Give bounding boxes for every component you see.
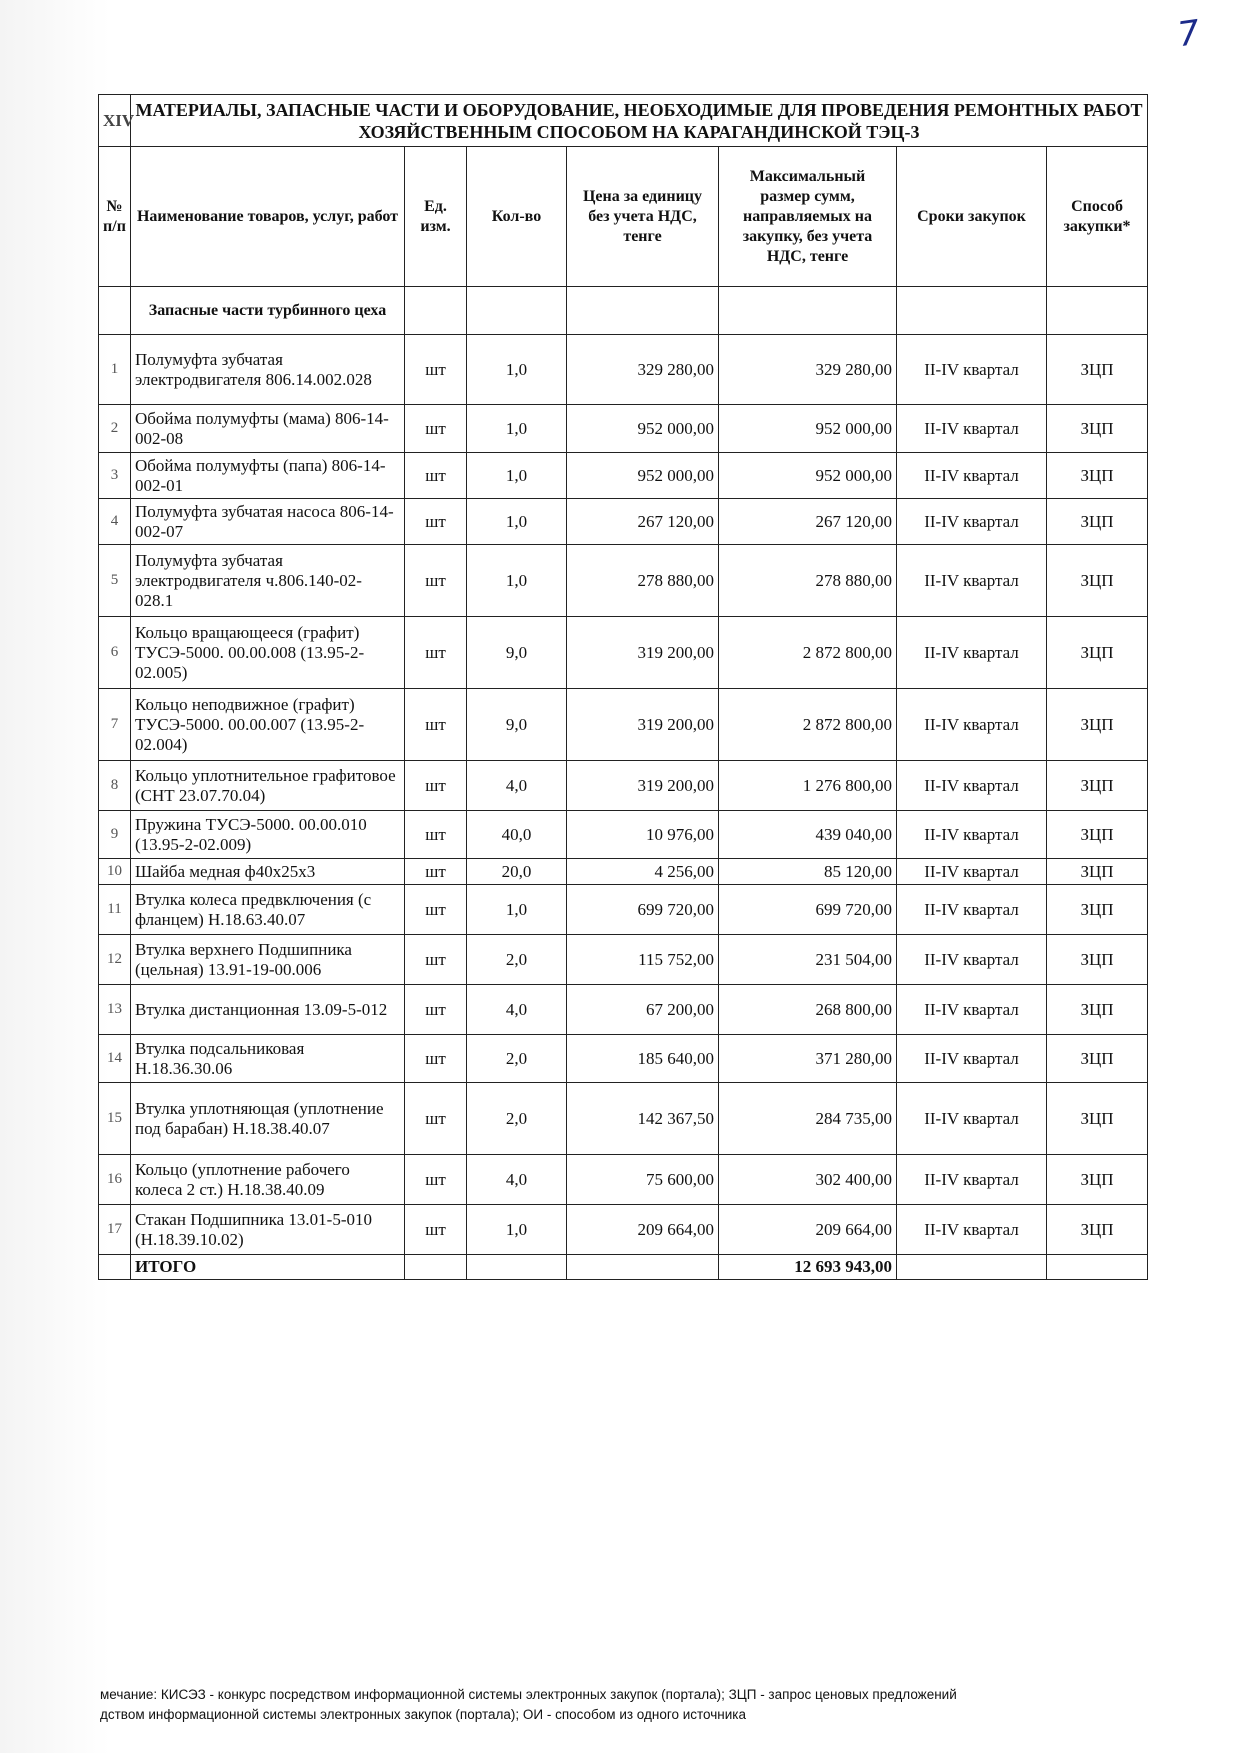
max-sum-cell: 209 664,00 (719, 1205, 897, 1255)
procurement-period-cell: II-IV квартал (897, 811, 1047, 859)
table-row (99, 545, 1148, 617)
unit-price-cell: 10 976,00 (567, 811, 719, 859)
total-empty-cell (1047, 1255, 1148, 1280)
unit-cell: шт (405, 405, 467, 453)
procurement-method-cell: ЗЦП (1047, 405, 1148, 453)
unit-cell: шт (405, 1083, 467, 1155)
unit-price-cell: 267 120,00 (567, 499, 719, 545)
unit-cell: шт (405, 885, 467, 935)
quantity-cell: 1,0 (467, 335, 567, 405)
max-sum-cell: 329 280,00 (719, 335, 897, 405)
max-sum-cell: 267 120,00 (719, 499, 897, 545)
table-row (99, 453, 1148, 499)
quantity-cell: 2,0 (467, 1083, 567, 1155)
procurement-method-cell: ЗЦП (1047, 1205, 1148, 1255)
unit-cell: шт (405, 689, 467, 761)
procurement-method-cell: ЗЦП (1047, 617, 1148, 689)
procurement-period-cell: II-IV квартал (897, 985, 1047, 1035)
max-sum-cell: 278 880,00 (719, 545, 897, 617)
table-row (99, 1155, 1148, 1205)
total-empty-cell (405, 1255, 467, 1280)
table-row (99, 1205, 1148, 1255)
section-title-row (99, 95, 1148, 147)
row-number-cell: 13 (99, 985, 131, 1035)
table-row (99, 617, 1148, 689)
max-sum-cell: 2 872 800,00 (719, 617, 897, 689)
total-empty-cell (467, 1255, 567, 1280)
quantity-cell: 9,0 (467, 689, 567, 761)
unit-cell: шт (405, 453, 467, 499)
table-row (99, 811, 1148, 859)
unit-price-cell: 185 640,00 (567, 1035, 719, 1083)
unit-cell: шт (405, 935, 467, 985)
unit-price-cell: 319 200,00 (567, 689, 719, 761)
procurement-method-cell: ЗЦП (1047, 985, 1148, 1035)
table-row (99, 859, 1148, 885)
procurement-period-cell: II-IV квартал (897, 935, 1047, 985)
unit-price-cell: 4 256,00 (567, 859, 719, 885)
max-sum-cell: 2 872 800,00 (719, 689, 897, 761)
row-number-cell: 9 (99, 811, 131, 859)
quantity-cell: 20,0 (467, 859, 567, 885)
quantity-cell: 4,0 (467, 1155, 567, 1205)
procurement-period-cell: II-IV квартал (897, 885, 1047, 935)
unit-cell: шт (405, 499, 467, 545)
procurement-period-cell: II-IV квартал (897, 859, 1047, 885)
max-sum-cell: 1 276 800,00 (719, 761, 897, 811)
procurement-method-cell: ЗЦП (1047, 689, 1148, 761)
max-sum-cell: 371 280,00 (719, 1035, 897, 1083)
item-name-cell: Кольцо вращающееся (графит) ТУСЭ-5000. 00.00.008 (13.95-2-02.005) (131, 617, 405, 689)
procurement-period-cell: II-IV квартал (897, 545, 1047, 617)
unit-cell: шт (405, 859, 467, 885)
procurement-method-cell: ЗЦП (1047, 811, 1148, 859)
unit-price-cell: 952 000,00 (567, 405, 719, 453)
procurement-period-cell: II-IV квартал (897, 617, 1047, 689)
row-number-cell: 7 (99, 689, 131, 761)
procurement-period-cell: II-IV квартал (897, 453, 1047, 499)
row-number-cell: 16 (99, 1155, 131, 1205)
table-row (99, 689, 1148, 761)
unit-price-cell: 209 664,00 (567, 1205, 719, 1255)
group-empty-cell (405, 287, 467, 335)
quantity-cell: 1,0 (467, 405, 567, 453)
quantity-cell: 9,0 (467, 617, 567, 689)
unit-cell: шт (405, 1035, 467, 1083)
max-sum-cell: 952 000,00 (719, 453, 897, 499)
col-header-method: Способ закупки* (1047, 147, 1148, 287)
group-empty-cell (719, 287, 897, 335)
total-empty-cell (99, 1255, 131, 1280)
procurement-method-cell: ЗЦП (1047, 499, 1148, 545)
unit-price-cell: 699 720,00 (567, 885, 719, 935)
total-empty-cell (567, 1255, 719, 1280)
quantity-cell: 1,0 (467, 499, 567, 545)
row-number-cell: 14 (99, 1035, 131, 1083)
col-header-no: № п/п (99, 147, 131, 287)
item-name-cell: Втулка верхнего Подшипника (цельная) 13.91-19-00.006 (131, 935, 405, 985)
total-empty-cell (897, 1255, 1047, 1280)
unit-cell: шт (405, 617, 467, 689)
item-name-cell: Полумуфта зубчатая насоса 806-14-002-07 (131, 499, 405, 545)
row-number-cell: 4 (99, 499, 131, 545)
row-number-cell: 12 (99, 935, 131, 985)
row-number-cell: 10 (99, 859, 131, 885)
item-name-cell: Кольцо (уплотнение рабочего колеса 2 ст.) Н.18.38.40.09 (131, 1155, 405, 1205)
quantity-cell: 2,0 (467, 1035, 567, 1083)
row-number-cell: 3 (99, 453, 131, 499)
row-number-cell: 11 (99, 885, 131, 935)
unit-price-cell: 952 000,00 (567, 453, 719, 499)
table-row (99, 885, 1148, 935)
procurement-period-cell: II-IV квартал (897, 1035, 1047, 1083)
quantity-cell: 1,0 (467, 545, 567, 617)
max-sum-cell: 439 040,00 (719, 811, 897, 859)
scan-left-edge (0, 0, 110, 1753)
procurement-method-cell: ЗЦП (1047, 761, 1148, 811)
table-row (99, 1083, 1148, 1155)
group-empty-cell (897, 287, 1047, 335)
item-name-cell: Втулка дистанционная 13.09-5-012 (131, 985, 405, 1035)
row-number-cell: 5 (99, 545, 131, 617)
procurement-method-cell: ЗЦП (1047, 335, 1148, 405)
table-row (99, 1035, 1148, 1083)
procurement-period-cell: II-IV квартал (897, 1205, 1047, 1255)
unit-price-cell: 115 752,00 (567, 935, 719, 985)
item-name-cell: Втулка подсальниковая Н.18.36.30.06 (131, 1035, 405, 1083)
table-row (99, 985, 1148, 1035)
unit-price-cell: 278 880,00 (567, 545, 719, 617)
max-sum-cell: 302 400,00 (719, 1155, 897, 1205)
procurement-method-cell: ЗЦП (1047, 1035, 1148, 1083)
quantity-cell: 4,0 (467, 761, 567, 811)
table-row (99, 935, 1148, 985)
row-number-cell: 8 (99, 761, 131, 811)
unit-cell: шт (405, 761, 467, 811)
item-name-cell: Кольцо неподвижное (графит) ТУСЭ-5000. 00.00.007 (13.95-2-02.004) (131, 689, 405, 761)
group-empty-cell (467, 287, 567, 335)
header-row (99, 147, 1148, 287)
group-row (99, 287, 1148, 335)
max-sum-cell: 231 504,00 (719, 935, 897, 985)
procurement-period-cell: II-IV квартал (897, 405, 1047, 453)
quantity-cell: 1,0 (467, 453, 567, 499)
max-sum-cell: 268 800,00 (719, 985, 897, 1035)
procurement-method-cell: ЗЦП (1047, 859, 1148, 885)
table-row (99, 405, 1148, 453)
col-header-period: Сроки закупок (897, 147, 1047, 287)
procurement-method-cell: ЗЦП (1047, 453, 1148, 499)
procurement-method-cell: ЗЦП (1047, 545, 1148, 617)
item-name-cell: Стакан Подшипника 13.01-5-010 (Н.18.39.10.02) (131, 1205, 405, 1255)
item-name-cell: Втулка уплотняющая (уплотнение под барабан) Н.18.38.40.07 (131, 1083, 405, 1155)
footnote (100, 1685, 1100, 1725)
procurement-period-cell: II-IV квартал (897, 761, 1047, 811)
unit-price-cell: 75 600,00 (567, 1155, 719, 1205)
procurement-method-cell: ЗЦП (1047, 885, 1148, 935)
unit-cell: шт (405, 985, 467, 1035)
unit-cell: шт (405, 335, 467, 405)
group-empty-cell (567, 287, 719, 335)
procurement-period-cell: II-IV квартал (897, 335, 1047, 405)
table-row (99, 335, 1148, 405)
quantity-cell: 4,0 (467, 985, 567, 1035)
group-empty-cell (1047, 287, 1148, 335)
item-name-cell: Обойма полумуфты (папа) 806-14-002-01 (131, 453, 405, 499)
procurement-method-cell: ЗЦП (1047, 935, 1148, 985)
item-name-cell: Полумуфта зубчатая электродвигателя 806.14.002.028 (131, 335, 405, 405)
handwritten-page-number: 7 (1175, 12, 1203, 56)
col-header-unit: Ед. изм. (405, 147, 467, 287)
row-number-cell: 2 (99, 405, 131, 453)
item-name-cell: Полумуфта зубчатая электродвигателя ч.806.140-02-028.1 (131, 545, 405, 617)
quantity-cell: 1,0 (467, 1205, 567, 1255)
table-row (99, 761, 1148, 811)
unit-cell: шт (405, 545, 467, 617)
item-name-cell: Пружина ТУСЭ-5000. 00.00.010 (13.95-2-02.009) (131, 811, 405, 859)
max-sum-cell: 284 735,00 (719, 1083, 897, 1155)
procurement-table (98, 94, 1148, 1280)
footnote-line-2: дством информационной системы электронных закупок (портала); ОИ - способом из одного источника (100, 1707, 747, 1722)
quantity-cell: 1,0 (467, 885, 567, 935)
procurement-method-cell: ЗЦП (1047, 1083, 1148, 1155)
max-sum-cell: 699 720,00 (719, 885, 897, 935)
group-title: Запасные части турбинного цеха (131, 287, 405, 335)
unit-price-cell: 329 280,00 (567, 335, 719, 405)
group-empty-cell (99, 287, 131, 335)
unit-price-cell: 319 200,00 (567, 761, 719, 811)
item-name-cell: Кольцо уплотнительное графитовое (СНТ 23.07.70.04) (131, 761, 405, 811)
total-row (99, 1255, 1148, 1280)
procurement-period-cell: II-IV квартал (897, 1083, 1047, 1155)
row-number-cell: 6 (99, 617, 131, 689)
max-sum-cell: 952 000,00 (719, 405, 897, 453)
total-label: ИТОГО (131, 1255, 405, 1280)
item-name-cell: Обойма полумуфты (мама) 806-14-002-08 (131, 405, 405, 453)
quantity-cell: 2,0 (467, 935, 567, 985)
item-name-cell: Втулка колеса предвключения (с фланцем) Н.18.63.40.07 (131, 885, 405, 935)
col-header-name: Наименование товаров, услуг, работ (131, 147, 405, 287)
unit-cell: шт (405, 1205, 467, 1255)
procurement-method-cell: ЗЦП (1047, 1155, 1148, 1205)
row-number-cell: 15 (99, 1083, 131, 1155)
col-header-price: Цена за единицу без учета НДС, тенге (567, 147, 719, 287)
total-sum: 12 693 943,00 (719, 1255, 897, 1280)
procurement-period-cell: II-IV квартал (897, 499, 1047, 545)
row-number-cell: 1 (99, 335, 131, 405)
section-number: XIV (99, 95, 131, 147)
col-header-max-sum: Максимальный размер сумм, направляемых на закупку, без учета НДС, тенге (719, 147, 897, 287)
col-header-qty: Кол-во (467, 147, 567, 287)
procurement-period-cell: II-IV квартал (897, 1155, 1047, 1205)
unit-price-cell: 319 200,00 (567, 617, 719, 689)
unit-cell: шт (405, 811, 467, 859)
section-title: МАТЕРИАЛЫ, ЗАПАСНЫЕ ЧАСТИ И ОБОРУДОВАНИЕ, НЕОБХОДИМЫЕ ДЛЯ ПРОВЕДЕНИЯ РЕМОНТНЫХ РАБОТ ХОЗЯЙСТВЕННЫМ СПОСОБОМ НА КАРАГАНДИНСКОЙ ТЭЦ-3 (131, 95, 1148, 147)
unit-price-cell: 142 367,50 (567, 1083, 719, 1155)
footnote-line-1: мечание: КИСЭЗ - конкурс посредством информационной системы электронных закупок (портала); ЗЦП - запрос ценовых предложений (100, 1687, 957, 1702)
item-name-cell: Шайба медная ф40х25х3 (131, 859, 405, 885)
procurement-period-cell: II-IV квартал (897, 689, 1047, 761)
unit-price-cell: 67 200,00 (567, 985, 719, 1035)
row-number-cell: 17 (99, 1205, 131, 1255)
table-row (99, 499, 1148, 545)
unit-cell: шт (405, 1155, 467, 1205)
quantity-cell: 40,0 (467, 811, 567, 859)
max-sum-cell: 85 120,00 (719, 859, 897, 885)
